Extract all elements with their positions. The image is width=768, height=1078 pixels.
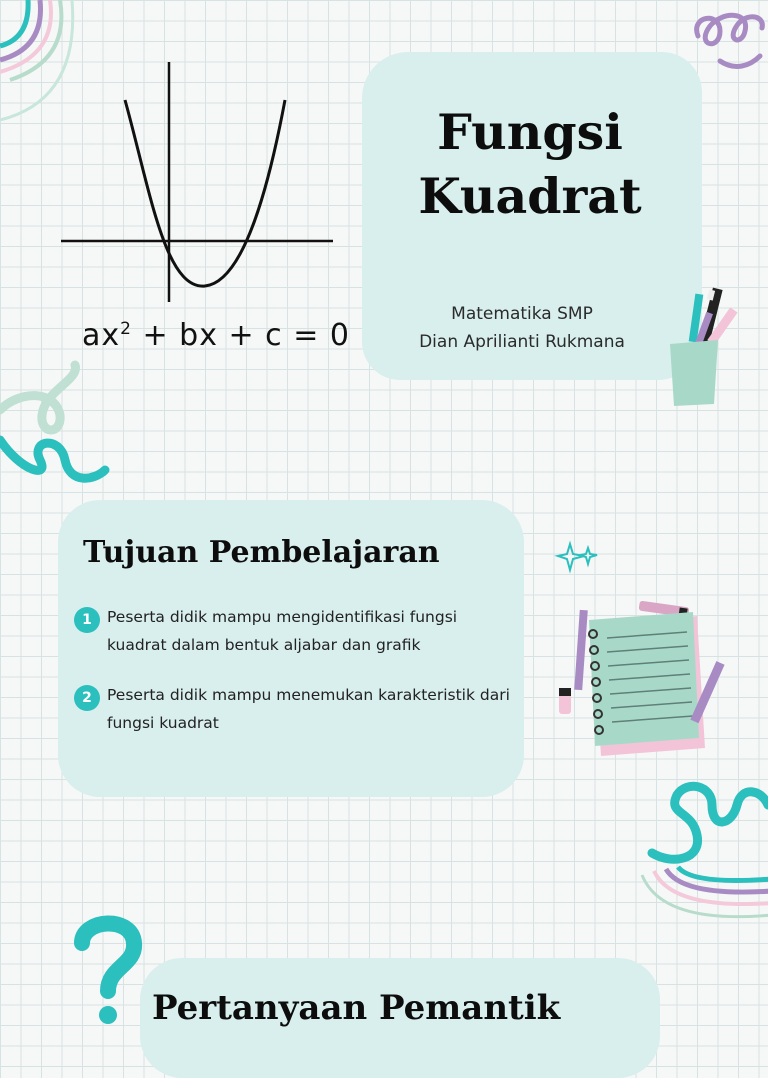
- goals-heading: Tujuan Pembelajaran: [83, 535, 440, 570]
- pen-cup-illustration: [660, 282, 750, 412]
- subject-label: Matematika SMP: [451, 304, 593, 324]
- goal-text: Peserta didik mampu mengidentifikasi fungsi kuadrat dalam bentuk aljabar dan grafik: [107, 608, 458, 654]
- goal-number-badge: 1: [74, 607, 100, 633]
- quadratic-equation: $ax^2$ + bx + c = 0: [82, 318, 350, 353]
- author-name: Dian Aprilianti Rukmana: [419, 332, 625, 352]
- goal-number-badge: 2: [74, 685, 100, 711]
- purple-swirl-decoration: [690, 6, 768, 86]
- sparkle-icon: [556, 540, 602, 580]
- goal-text: Peserta didik mampu menemukan karakteristik dari fungsi kuadrat: [107, 686, 510, 732]
- parabola-graph: [55, 60, 345, 310]
- question-mark-icon: [70, 915, 150, 1025]
- subtitle: [390, 300, 654, 356]
- page-title: Fungsi Kuadrat: [418, 103, 642, 225]
- notebook-illustration: [555, 598, 735, 758]
- spiral-left-decoration: [0, 360, 120, 500]
- questions-heading: Pertanyaan Pemantik: [152, 988, 561, 1028]
- spiral-right-decoration: [632, 775, 768, 935]
